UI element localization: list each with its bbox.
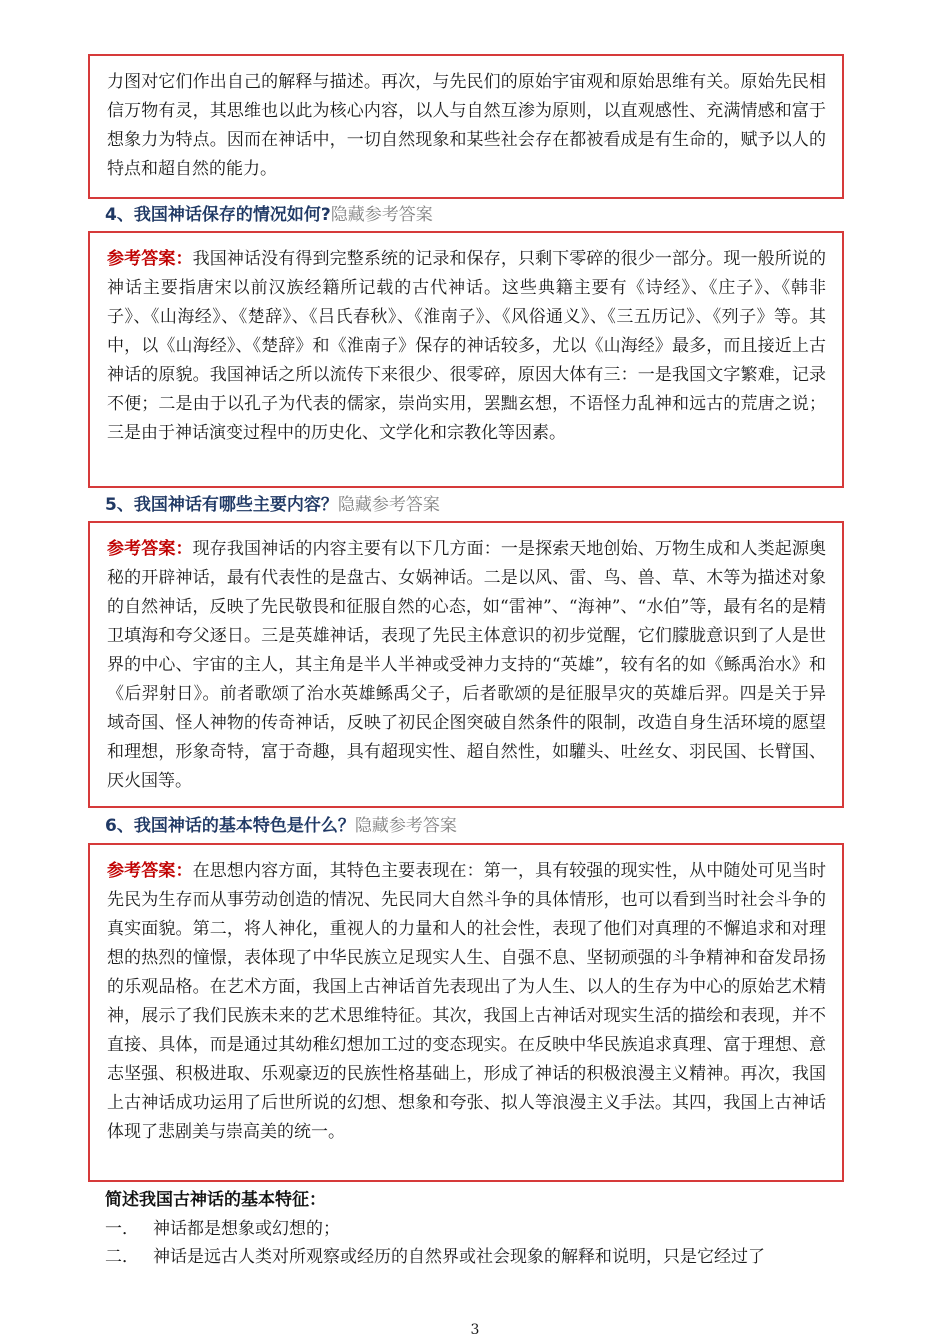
hide-answer-link[interactable]: 隐藏参考答案 (330, 205, 433, 225)
question-4 (105, 203, 433, 227)
list-item (105, 1216, 850, 1242)
question-6 (105, 814, 457, 838)
answer-label: 参考答案： (107, 539, 193, 559)
answer-text: 现存我国神话的内容主要有以下几方面：一是探索天地创始、万物生成和人类起源奥秘的开辟神话，最有代表性的是盘古、女娲神话。二是以风、雷、鸟、兽、草、木等为描述对象的自然神话，反映了先民敬畏和征服自然的心态，如“雷神”、“海神”、“水伯”等，最有名的是精卫填海和夸父逐日。三是英雄神话，表现了先民主体意识的初步觉醒，它们朦胧意识到了人是世界的中心、宇宙的主人，其主角是半人半神或受神力支持的“英雄”，较有名的如《鲧禹治水》和《后羿射日》。前者歌颂了治水英雄鲧禹父子，后者歌颂的是征服旱灾的英雄后羿。四是关于异域奇国、怪人神物的传奇神话，反映了初民企图突破自然条件的限制，改造自身生活环境的愿望和理想，形象奇特，富于奇趣，具有超现实性、超自然性，如驩头、吐丝女、羽民国、长臂国、厌火国等。 (107, 539, 827, 791)
question-5 (105, 493, 440, 517)
list-text: 神话都是想象或幻想的； (153, 1219, 340, 1239)
answer-box-6 (88, 843, 844, 1182)
answer-text: 力图对它们作出自己的解释与描述。再次，与先民们的原始宇宙观和原始思维有关。原始先民相信万物有灵，其思维也以此为核心内容，以人与自然互渗为原则，以直观感性、充满情感和富于想象力为特点。因而在神话中，一切自然现象和某些社会存在都被看成是有生命的，赋予以人的特点和超自然的能力。 (107, 72, 826, 179)
list-text: 神话是远古人类对所观察或经历的自然界或社会现象的解释和说明，只是它经过了 (153, 1247, 765, 1267)
question-text: 5、我国神话有哪些主要内容？ (105, 495, 338, 515)
answer-text: 在思想内容方面，其特色主要表现在：第一，具有较强的现实性，从中随处可见当时先民为生存而从事劳动创造的情况、先民同大自然斗争的具体情形，也可以看到当时社会斗争的真实面貌。第二，将人神化，重视人的力量和人的社会性，表现了他们对真理的不懈追求和对理想的热烈的憧憬，表体现了中华民族立足现实人生、自强不息、坚韧顽强的斗争精神和奋发昂扬的乐观品格。在艺术方面，我国上古神话首先表现出了为人生、以人的生存为中心的原始艺术精神，展示了我们民族未来的艺术思维特征。其次，我国上古神话对现实生活的描绘和表现，并不直接、具体，而是通过其幼稚幻想加工过的变态现实。在反映中华民族追求真理、富于理想、意志坚强、积极进取、乐观豪迈的民族性格基础上，形成了神话的积极浪漫主义精神。再次，我国上古神话成功运用了后世所说的幻想、想象和夸张、拟人等浪漫主义手法。其四，我国上古神话体现了悲剧美与崇高美的统一。 (107, 861, 827, 1142)
hide-answer-link[interactable]: 隐藏参考答案 (337, 495, 440, 515)
answer-text: 我国神话没有得到完整系统的记录和保存，只剩下零碎的很少一部分。现一般所说的神话主要指唐宋以前汉族经籍所记载的古代神话。这些典籍主要有《诗经》、《庄子》、《韩非子》、《山海经》、《楚辞》、《吕氏春秋》、《淮南子》、《风俗通义》、《三五历记》、《列子》等。其中，以《山海经》、《楚辞》和《淮南子》保存的神话较多，尤以《山海经》最多，而且接近上古神话的原貌。我国神话之所以流传下来很少、很零碎，原因大体有三：一是我国文字繁难，记录不便；二是由于以孔子为代表的儒家，崇尚实用，罢黜玄想，不语怪力乱神和远古的荒唐之说；三是由于神话演变过程中的历史化、文学化和宗教化等因素。 (107, 249, 827, 443)
answer-box-continued (88, 54, 844, 199)
question-text: 4、我国神话保存的情况如何? (105, 205, 331, 225)
list-number: 一． (105, 1219, 139, 1239)
question-text: 6、我国神话的基本特色是什么？ (105, 816, 355, 836)
page-number: 3 (470, 1322, 480, 1338)
summary-heading: 简述我国古神话的基本特征： (105, 1190, 326, 1210)
list-number: 二． (105, 1247, 139, 1267)
answer-box-5 (88, 521, 844, 808)
list-item (105, 1244, 850, 1270)
answer-label: 参考答案： (107, 861, 193, 881)
answer-label: 参考答案： (107, 249, 193, 269)
answer-box-4 (88, 231, 844, 488)
hide-answer-link[interactable]: 隐藏参考答案 (354, 816, 457, 836)
